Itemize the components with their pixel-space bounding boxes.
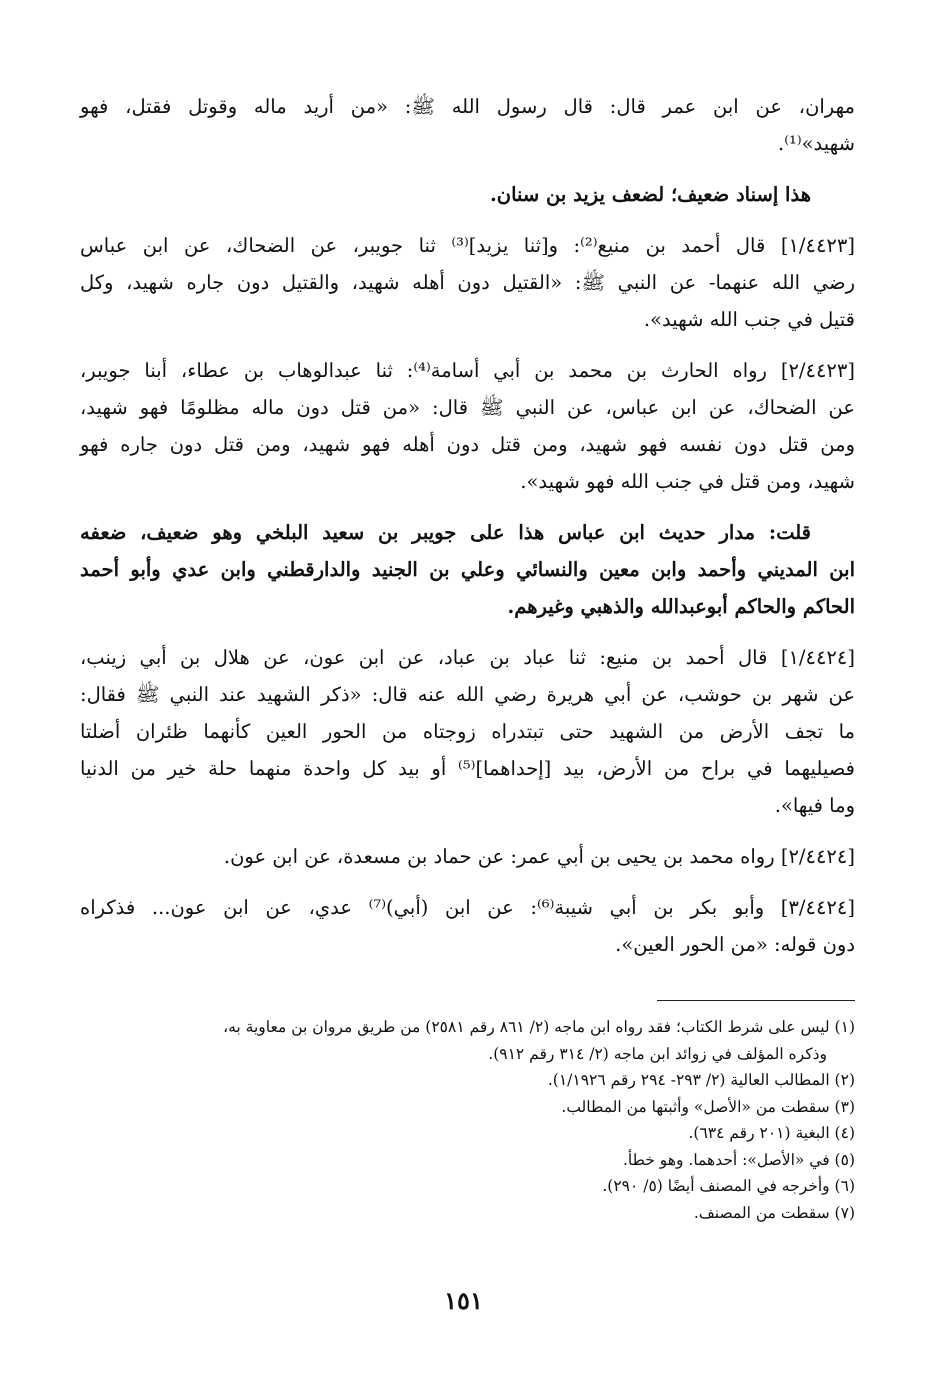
text-line: [٣/٤٤٢٤] وأبو بكر بن أبي شيبة⁽⁶⁾: عن ابن (أبي)⁽⁷⁾ عدي، عن ابن عون... فذكراه [80, 896, 855, 919]
footnotes [80, 1014, 855, 1226]
text-line: شهيد»⁽¹⁾. [778, 132, 855, 155]
text-line: شهيد، ومن قتل في جنب الله فهو شهيد». [520, 470, 855, 493]
paragraph-intro [80, 88, 855, 162]
paragraph-hadith-4423-2 [80, 352, 855, 500]
text-line: [١/٤٤٢٣] قال أحمد بن منيع⁽²⁾: و[ثنا يزيد]⁽³⁾ ثنا جويبر، عن الضحاك، عن ابن عباس [80, 234, 855, 257]
text-line: فصيليهما في براح من الأرض، بيد [إحداهما]⁽⁵⁾ أو بيد كل واحدة منهما حلة خير من الدنيا [80, 757, 855, 780]
footnote-line: (١) ليس على شرط الكتاب؛ فقد رواه ابن ماجه (٢/ ٨٦١ رقم ٢٥٨١) من طريق مروان بن معاوية به، [223, 1018, 855, 1036]
paragraph-grading-1 [80, 176, 855, 213]
text-line: [٢/٤٤٢٤] رواه محمد بن يحيى بن أبي عمر: عن حماد بن مسعدة، عن ابن عون. [223, 845, 855, 868]
page-number: ١٥١ [444, 1286, 483, 1315]
text-line: قتيل في جنب الله شهيد». [643, 308, 855, 331]
footnote-line: (٣) سقطت من «الأصل» وأثبتها من المطالب. [561, 1097, 855, 1116]
paragraph-hadith-4424-2 [80, 838, 855, 875]
text-line: هذا إسناد ضعيف؛ لضعف يزيد بن سنان. [489, 183, 811, 206]
text-line: عن الضحاك، عن ابن عباس، عن النبي ﷺ قال: «من قتل دون ماله مظلومًا فهو شهيد، [80, 396, 855, 419]
text-line: عن شهر بن حوشب، عن أبي هريرة رضي الله عنه قال: «ذكر الشهيد عند النبي ﷺ فقال: [80, 683, 855, 706]
footnote-line: (٥) في «الأصل»: أحدهما. وهو خطأ. [622, 1150, 855, 1169]
footnote-line: وذكره المؤلف في زوائد ابن ماجه (٢/ ٣١٤ رقم ٩١٢). [488, 1044, 827, 1063]
text-line: دون قوله: «من الحور العين». [615, 933, 855, 956]
text-line: مهران، عن ابن عمر قال: قال رسول الله ﷺ: «من أريد ماله وقوتل فقتل، فهو [80, 95, 855, 118]
paragraph-hadith-4423-1 [80, 227, 855, 338]
footnote-separator [657, 1000, 855, 1001]
footnote-line: (٦) وأخرجه في المصنف أيضًا (٥/ ٢٩٠). [602, 1177, 855, 1195]
paragraph-comment [80, 514, 855, 625]
text-line: ما تجف الأرض من الشهيد حتى تبتدراه زوجتاه من الحور العين كأنهما ظئران أضلتا [80, 720, 855, 743]
text-line: الحاكم والحاكم أبوعبدالله والذهبي وغيرهم. [507, 595, 855, 618]
page-body [80, 88, 855, 977]
paragraph-hadith-4424-3 [80, 889, 855, 963]
text-line: [٢/٤٤٢٣] رواه الحارث بن محمد بن أبي أسامة⁽⁴⁾: ثنا عبدالوهاب بن عطاء، أبنا جويبر، [80, 359, 855, 382]
footnote-line: (٧) سقطت من المصنف. [693, 1203, 855, 1222]
text-line: وما فيها». [774, 794, 855, 817]
text-line: ومن قتل دون نفسه فهو شهيد، ومن قتل دون أهله فهو شهيد، ومن قتل دون جاره فهو [80, 433, 855, 456]
paragraph-hadith-4424-1 [80, 639, 855, 824]
text-line: رضي الله عنهما- عن النبي ﷺ: «القتيل دون أهله شهيد، والقتيل دون جاره شهيد، وكل [80, 271, 855, 294]
text-line: قلت: مدار حديث ابن عباس هذا على جويبر بن سعيد البلخي وهو ضعيف، ضعفه [80, 521, 811, 544]
text-line: ابن المديني وأحمد وابن معين والنسائي وعلي بن الجنيد والدارقطني وابن عدي وأبو أحمد [80, 558, 855, 581]
footnote-line: (٢) المطالب العالية (٢/ ٢٩٣- ٢٩٤ رقم ١/١٩٢٦). [547, 1071, 855, 1089]
footnote-line: (٤) البغية (٢٠١ رقم ٦٣٤). [688, 1124, 855, 1142]
text-line: [١/٤٤٢٤] قال أحمد بن منيع: ثنا عباد بن عباد، عن ابن عون، عن هلال بن أبي زينب، [80, 646, 855, 669]
